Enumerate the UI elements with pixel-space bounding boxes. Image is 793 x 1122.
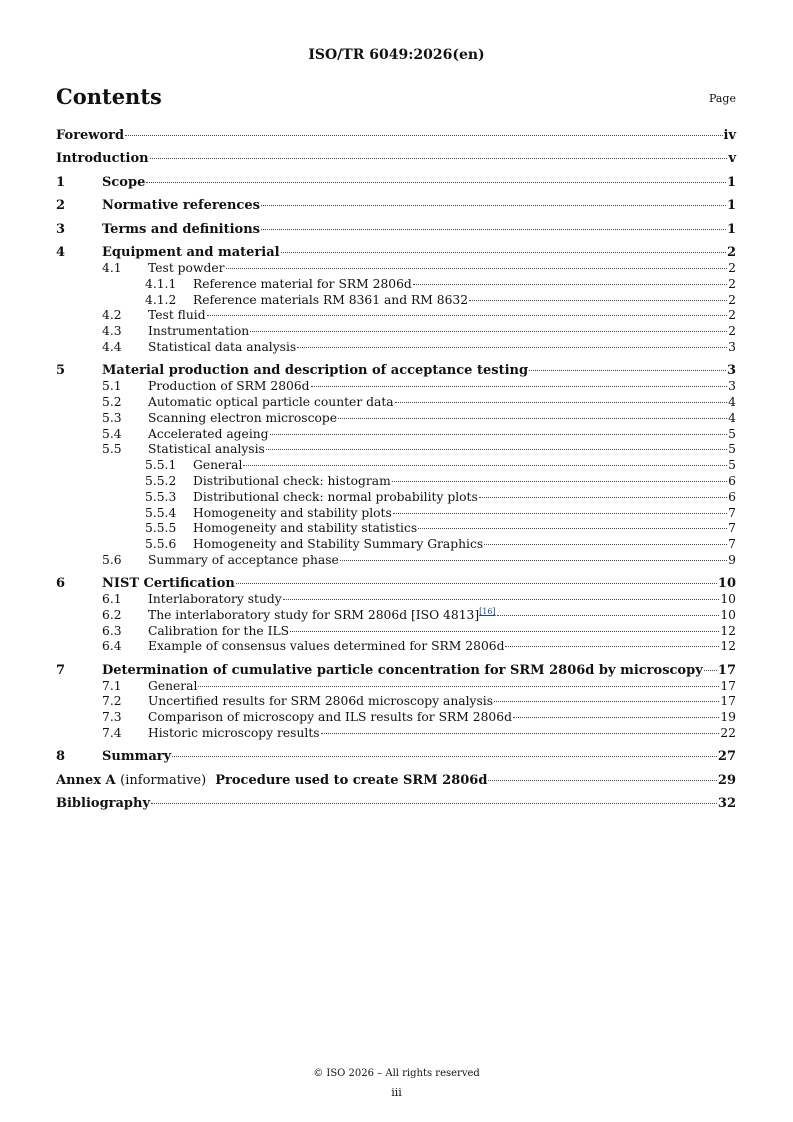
toc-entry-page: 1	[726, 198, 736, 214]
toc-entry-number: 5.5.4	[145, 505, 177, 520]
dot-leader	[494, 701, 719, 702]
toc-entry-title	[102, 663, 703, 679]
toc-entry-page: 2	[728, 292, 736, 307]
toc-entry-title	[193, 458, 242, 474]
toc-entry-title	[148, 379, 310, 395]
toc-entry-page: 2	[728, 276, 736, 291]
toc-entry[interactable]	[56, 576, 736, 592]
toc-entry-title-text: Summary of acceptance phase	[148, 552, 339, 567]
page-number: iii	[391, 1086, 402, 1099]
toc-entry-number: 8	[56, 749, 66, 765]
toc-entry-title-text: Automatic optical particle counter data	[148, 394, 394, 409]
dot-leader	[198, 686, 719, 687]
toc-entry-page: 22	[720, 726, 736, 741]
toc-entry[interactable]	[56, 592, 736, 608]
toc-entry-title-text: Reference material for SRM 2806d	[193, 276, 412, 291]
toc-entry[interactable]	[56, 458, 736, 474]
toc-entry-title-text: Homogeneity and Stability Summary Graphics	[193, 537, 484, 552]
toc-entry-title-text: Homogeneity and stability statistics	[193, 521, 418, 536]
toc-entry-number: 7.4	[102, 726, 122, 741]
toc-entry-title-text: NIST Certification	[102, 576, 235, 592]
toc-entry-number: 6	[56, 576, 66, 592]
toc-entry-number: 4.1.1	[145, 276, 177, 291]
toc-entry-number: 5.6	[102, 552, 122, 567]
toc-entry-page: 4	[728, 410, 736, 425]
dot-leader	[704, 670, 717, 671]
toc-entry-title	[193, 490, 478, 506]
dot-leader	[150, 158, 728, 159]
toc-entry-page: 12	[720, 623, 736, 638]
toc-entry-title-text: Introduction	[56, 151, 149, 167]
toc-entry-title-text: Uncertified results for SRM 2806d microscopy analysis	[148, 694, 494, 709]
contents-title: Contents	[56, 84, 162, 109]
toc-entry-page: 2	[728, 260, 736, 275]
toc-entry-title	[148, 308, 206, 324]
toc-entry-title	[102, 576, 235, 592]
toc-entry-page: 6	[728, 473, 736, 488]
toc-entry-title	[148, 710, 512, 726]
toc-entry-title-text: Production of SRM 2806d	[148, 379, 310, 394]
toc-entry-number: 5.5.3	[145, 489, 177, 504]
toc-entry-page: 1	[726, 174, 736, 190]
toc-entry-title	[56, 773, 487, 789]
toc-entry-number: 4.1	[102, 260, 122, 275]
toc-entry[interactable]	[56, 553, 736, 569]
toc-entry-title	[193, 293, 468, 309]
toc-entry-page: 29	[717, 772, 736, 788]
document-header: ISO/TR 6049:2026(en)	[308, 47, 485, 63]
toc-entry-number: 5.5.1	[145, 458, 177, 473]
toc-entry-page: 3	[728, 379, 736, 394]
toc-entry-title-text: Distributional check: normal probability plots	[193, 489, 478, 504]
toc-entry-number: 5.4	[102, 426, 122, 441]
toc-entry-page: 1	[726, 221, 736, 237]
toc-entry-title-text: Example of consensus values determined for SRM 2806d	[148, 639, 505, 654]
toc-entry[interactable]	[56, 222, 736, 238]
toc-entry[interactable]	[56, 324, 736, 340]
toc-entry-title	[102, 222, 260, 238]
toc-entry-page: 12	[720, 639, 736, 654]
dot-leader	[340, 560, 727, 561]
toc-entry-number: 5.5.5	[145, 521, 177, 536]
toc-entry[interactable]	[56, 710, 736, 726]
dot-leader	[418, 528, 727, 529]
toc-entry-title-text: Determination of cumulative particle concentration for SRM 2806d by microscopy	[102, 662, 703, 678]
dot-leader	[243, 465, 727, 466]
toc-entry-number: 5.5.2	[145, 473, 177, 488]
dot-leader	[146, 182, 726, 183]
toc-entry-page: 27	[717, 749, 736, 765]
annex-label: Annex A	[56, 772, 116, 788]
toc-entry-title	[102, 245, 280, 261]
dot-leader	[236, 583, 717, 584]
toc-entry-title	[102, 749, 171, 765]
toc-entry-page: 3	[728, 339, 736, 354]
toc-entry-title	[56, 128, 124, 144]
toc-entry[interactable]	[56, 442, 736, 458]
toc-entry-title	[102, 175, 145, 191]
dot-leader	[261, 229, 726, 230]
toc-entry-number: 5.3	[102, 410, 122, 425]
toc-entry[interactable]	[56, 749, 736, 765]
toc-entry-number: 5.2	[102, 394, 122, 409]
table-of-contents	[56, 128, 736, 812]
toc-entry-number: 4.4	[102, 339, 122, 354]
toc-entry-number: 6.3	[102, 623, 122, 638]
dot-leader	[226, 268, 728, 269]
toc-entry[interactable]	[56, 128, 736, 144]
dot-leader	[479, 497, 727, 498]
toc-entry-page: 17	[717, 662, 736, 678]
dot-leader	[250, 331, 727, 332]
toc-entry-number: 4.3	[102, 324, 122, 339]
toc-entry-number: 6.4	[102, 639, 122, 654]
dot-leader	[270, 434, 728, 435]
toc-entry-page: 9	[728, 552, 736, 567]
toc-entry-title-text: The interlaboratory study for SRM 2806d [ISO 4813]	[148, 607, 480, 622]
toc-entry-page: 19	[720, 710, 736, 725]
toc-entry-title-text: Statistical analysis	[148, 442, 265, 457]
toc-entry-title-text: Historic microscopy results	[148, 726, 320, 741]
dot-leader	[311, 386, 728, 387]
toc-entry-title-text: Distributional check: histogram	[193, 473, 391, 488]
dot-leader	[290, 631, 719, 632]
toc-entry-title-text: Normative references	[102, 198, 260, 214]
toc-entry-title	[193, 277, 412, 293]
toc-entry-number: 7.3	[102, 710, 122, 725]
copyright-notice: © ISO 2026 – All rights reserved	[313, 1068, 480, 1079]
dot-leader	[529, 370, 726, 371]
dot-leader	[505, 646, 719, 647]
toc-entry-page: 6	[728, 489, 736, 504]
toc-entry-title	[193, 521, 417, 537]
toc-entry[interactable]	[56, 694, 736, 710]
toc-entry-title-text: Homogeneity and stability plots	[193, 505, 392, 520]
toc-entry-title	[56, 796, 150, 812]
toc-entry-number: 7.1	[102, 678, 122, 693]
toc-entry-title-text: Reference materials RM 8361 and RM 8632	[193, 292, 469, 307]
toc-entry-title	[148, 427, 269, 443]
toc-entry-page: 5	[728, 442, 736, 457]
toc-entry-page: iv	[723, 128, 736, 143]
toc-entry[interactable]	[56, 175, 736, 191]
toc-entry-page: 5	[728, 426, 736, 441]
toc-entry[interactable]	[56, 639, 736, 655]
toc-entry-title-text: General	[193, 458, 243, 473]
dot-leader	[338, 418, 727, 419]
toc-entry-title	[148, 395, 394, 411]
toc-entry[interactable]	[56, 363, 736, 379]
toc-entry-title	[148, 340, 296, 356]
toc-entry-page: 7	[728, 505, 736, 520]
toc-entry-title	[148, 592, 282, 608]
annex-type: (informative)	[120, 772, 207, 788]
toc-entry[interactable]	[56, 608, 736, 624]
toc-entry-title-text: Summary	[102, 749, 172, 765]
dot-leader	[395, 402, 728, 403]
toc-entry-number: 4.1.2	[145, 292, 177, 307]
dot-leader	[281, 252, 726, 253]
toc-entry-title	[102, 198, 260, 214]
toc-entry-title-text: Material production and description of acceptance testing	[102, 363, 529, 379]
toc-entry-page: 10	[720, 607, 736, 622]
toc-entry-number: 7.2	[102, 694, 122, 709]
toc-entry[interactable]	[56, 261, 736, 277]
page-column-label: Page	[708, 92, 736, 105]
toc-entry[interactable]	[56, 624, 736, 640]
toc-entry-title	[148, 411, 337, 427]
toc-entry-title-text: Interlaboratory study	[148, 592, 282, 607]
toc-entry[interactable]	[56, 506, 736, 522]
toc-entry-page: 7	[728, 537, 736, 552]
dot-leader	[488, 780, 716, 781]
toc-entry[interactable]	[56, 151, 736, 167]
toc-entry-title	[193, 474, 391, 490]
toc-entry-title	[148, 261, 225, 277]
toc-entry[interactable]	[56, 663, 736, 679]
toc-entry-title	[148, 726, 320, 742]
toc-entry[interactable]	[56, 796, 736, 812]
toc-entry-title-text: Equipment and material	[102, 244, 280, 260]
dot-leader	[413, 284, 727, 285]
toc-entry-page: 10	[717, 576, 736, 592]
toc-entry-title-text: General	[148, 678, 198, 693]
toc-entry-number: 2	[56, 198, 66, 214]
toc-entry[interactable]	[56, 379, 736, 395]
toc-entry-title	[148, 624, 289, 640]
toc-entry-title-text: Bibliography	[56, 796, 151, 812]
toc-entry-title	[148, 679, 197, 695]
toc-entry-page: 5	[728, 458, 736, 473]
dot-leader	[125, 135, 722, 136]
toc-entry[interactable]	[56, 340, 736, 356]
toc-entry-number: 7	[56, 662, 66, 678]
toc-entry-title	[56, 151, 149, 167]
toc-entry-title-text: Scanning electron microscope	[148, 410, 338, 425]
toc-entry-title	[193, 537, 483, 553]
dot-leader	[392, 481, 727, 482]
toc-entry[interactable]	[56, 277, 736, 293]
toc-entry-page: 4	[728, 394, 736, 409]
toc-entry-title-text: Procedure used to create SRM 2806d	[215, 772, 488, 788]
toc-entry-page: 7	[728, 521, 736, 536]
toc-entry-title	[148, 553, 339, 569]
toc-entry-title-text: Test fluid	[148, 308, 206, 323]
toc-entry-number: 3	[56, 221, 66, 237]
toc-entry-number: 4	[56, 244, 66, 260]
dot-leader	[321, 733, 720, 734]
toc-entry-page: 2	[728, 324, 736, 339]
toc-entry-page: 10	[720, 592, 736, 607]
toc-entry[interactable]	[56, 395, 736, 411]
toc-entry-title-text: Test powder	[148, 260, 225, 275]
toc-entry-title-text: Foreword	[56, 128, 125, 143]
toc-entry[interactable]	[56, 474, 736, 490]
toc-entry[interactable]	[56, 679, 736, 695]
dot-leader	[151, 803, 717, 804]
toc-entry-number: 5	[56, 363, 66, 379]
toc-entry-title	[148, 639, 504, 655]
toc-entry[interactable]	[56, 726, 736, 742]
dot-leader	[393, 513, 727, 514]
toc-entry-page: 32	[717, 796, 736, 812]
toc-entry-title-text: Instrumentation	[148, 324, 250, 339]
toc-entry[interactable]	[56, 308, 736, 324]
toc-entry-number: 1	[56, 174, 66, 190]
toc-entry[interactable]	[56, 245, 736, 261]
dot-leader	[283, 599, 720, 600]
toc-entry[interactable]	[56, 521, 736, 537]
dot-leader	[266, 449, 727, 450]
toc-entry-page: 3	[726, 363, 736, 379]
dot-leader	[484, 544, 727, 545]
toc-entry-page: 17	[720, 678, 736, 693]
toc-entry[interactable]	[56, 427, 736, 443]
toc-entry-page: v	[728, 151, 736, 167]
toc-entry-title	[193, 506, 392, 522]
toc-entry-number: 6.1	[102, 592, 122, 607]
toc-entry-page: 2	[728, 308, 736, 323]
toc-entry-title-text: Statistical data analysis	[148, 339, 297, 354]
toc-entry-number: 5.5.6	[145, 537, 177, 552]
bibliography-reference-link[interactable]: [16]	[479, 606, 496, 616]
toc-entry-title	[148, 324, 249, 340]
toc-entry[interactable]	[56, 411, 736, 427]
dot-leader	[497, 615, 720, 616]
toc-entry-title-text: Terms and definitions	[102, 221, 260, 237]
toc-entry-page: 17	[720, 694, 736, 709]
toc-entry[interactable]	[56, 537, 736, 553]
toc-entry-title	[148, 694, 493, 710]
toc-entry-title-text: Scope	[102, 174, 146, 190]
toc-entry-number: 5.1	[102, 379, 122, 394]
dot-leader	[469, 300, 727, 301]
toc-entry[interactable]	[56, 490, 736, 506]
toc-entry[interactable]	[56, 293, 736, 309]
dot-leader	[207, 315, 728, 316]
toc-entry-title	[148, 608, 496, 624]
toc-entry[interactable]	[56, 773, 736, 789]
toc-entry-number: 6.2	[102, 607, 122, 622]
dot-leader	[513, 717, 719, 718]
dot-leader	[261, 205, 726, 206]
toc-entry-number: 5.5	[102, 442, 122, 457]
toc-entry-title	[102, 363, 528, 379]
toc-entry-title-text: Calibration for the ILS	[148, 623, 290, 638]
toc-entry[interactable]	[56, 198, 736, 214]
toc-entry-title-text: Comparison of microscopy and ILS results for SRM 2806d	[148, 710, 512, 725]
toc-entry-title-text: Accelerated ageing	[148, 426, 269, 441]
dot-leader	[172, 756, 717, 757]
toc-entry-page: 2	[726, 244, 736, 260]
dot-leader	[297, 347, 727, 348]
toc-entry-number: 4.2	[102, 308, 122, 323]
toc-entry-title	[148, 442, 265, 458]
